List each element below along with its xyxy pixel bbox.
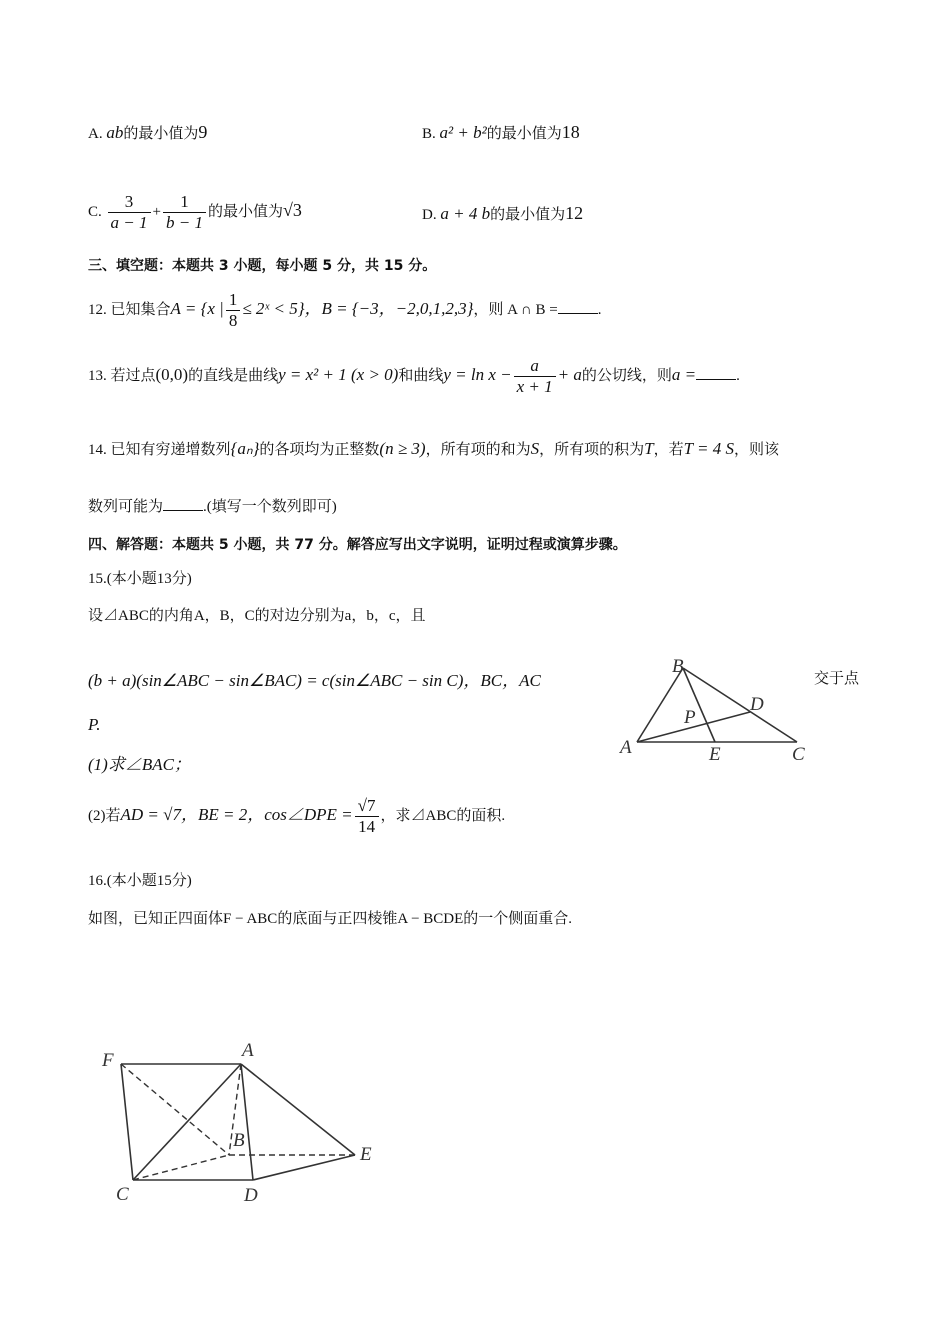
triangle-figure: [604, 650, 814, 770]
question-14-line-2: 数列可能为 .(填写一个数列即可): [88, 495, 337, 516]
option-b-expr: a² + b²: [439, 123, 487, 142]
option-d: D. a + 4 b的最小值为12: [422, 203, 584, 223]
question-15-part-2: (2)若AD = √7，BE = 2，cos∠DPE = $\frac{√7}{14}$ ，求⊿ABC的面积.: [88, 796, 506, 836]
answer-blank: [696, 365, 736, 380]
edge-fc: [121, 1064, 133, 1180]
edge-ad: [241, 1064, 253, 1180]
label-b: B: [233, 1130, 245, 1151]
q12-fraction: $\frac{1}{8}$: [226, 290, 241, 331]
question-15-line-2-right: 交于点: [814, 671, 860, 687]
edge-ae: [241, 1064, 355, 1155]
option-d-expr: a + 4 b: [440, 204, 491, 223]
label-b: B: [672, 656, 684, 677]
hidden-edge-cb: [133, 1155, 229, 1180]
question-16-line-1: 如图，已知正四面体F − ABC的底面与正四棱锥A − BCDE的一个侧面重合.: [88, 911, 573, 927]
label-a: A: [242, 1040, 254, 1061]
label-p: P: [684, 707, 696, 728]
section-3-title: 三、填空题：本题共 3 小题，每小题 5 分，共 15 分。: [88, 258, 437, 274]
pyramid-figure: [98, 1030, 388, 1215]
hidden-edge-fb: [121, 1064, 229, 1155]
edge-de: [253, 1155, 355, 1180]
question-15-line-3: P.: [88, 715, 101, 734]
question-13: 13. 若过点(0,0)的直线是曲线y = x² + 1 (x > 0)和曲线y = ln x − $\frac{a}{x + 1}$ + a的公切线，则a = .: [88, 356, 740, 396]
question-15-line-2: (b + a)(sin∠ABC − sin∠BAC) = c(sin∠ABC − sin C)，BC，AC: [88, 671, 541, 690]
q13-fraction: $\frac{a}{x + 1}$: [514, 356, 556, 397]
option-a-expr: ab: [106, 123, 124, 142]
option-b: B. a² + b²的最小值为18: [422, 122, 580, 142]
question-12: 12. 已知集合A = {x | $\frac{1}{8}$ ≤ 2ˣ < 5}，B = {−3，−2,0,1,2,3}，则 A ∩ B = .: [88, 290, 602, 330]
question-15-part-1: (1)求∠BAC；: [88, 755, 191, 774]
label-d: D: [244, 1185, 258, 1206]
question-15-line-1: 设⊿ABC的内角A，B，C的对边分别为a，b，c，且: [88, 608, 426, 624]
label-c: C: [792, 744, 805, 765]
option-c-frac2: $\frac{1}{b - 1}$: [163, 192, 206, 233]
label-e: E: [709, 744, 721, 765]
section-4-title: 四、解答题：本题共 5 小题，共 77 分。解答应写出文字说明，证明过程或演算步骤。: [88, 537, 627, 553]
question-16-header: 16.(本小题15分): [88, 873, 192, 889]
question-14: 14. 已知有穷递增数列{aₙ}的各项均为正整数(n ≥ 3)，所有项的和为S，所有项的积为T，若T = 4 S，则该: [88, 439, 779, 458]
label-c: C: [116, 1184, 129, 1205]
label-f: F: [102, 1050, 114, 1071]
label-e: E: [360, 1144, 372, 1165]
option-c: C. $\frac{3}{a - 1}$ + $\frac{1}{b - 1}$ 的最小值为√3: [88, 192, 302, 232]
label-a: A: [620, 737, 632, 758]
answer-blank: [163, 496, 203, 511]
side-bc: [683, 668, 797, 742]
question-15-header: 15.(本小题13分): [88, 571, 192, 587]
answer-blank: [558, 299, 598, 314]
cos-fraction: $\frac{√7}{14}$: [355, 796, 379, 837]
option-c-frac1: $\frac{3}{a - 1}$: [108, 192, 151, 233]
edge-ac: [133, 1064, 241, 1180]
option-a: A. ab的最小值为9: [88, 122, 208, 142]
label-d: D: [750, 694, 764, 715]
